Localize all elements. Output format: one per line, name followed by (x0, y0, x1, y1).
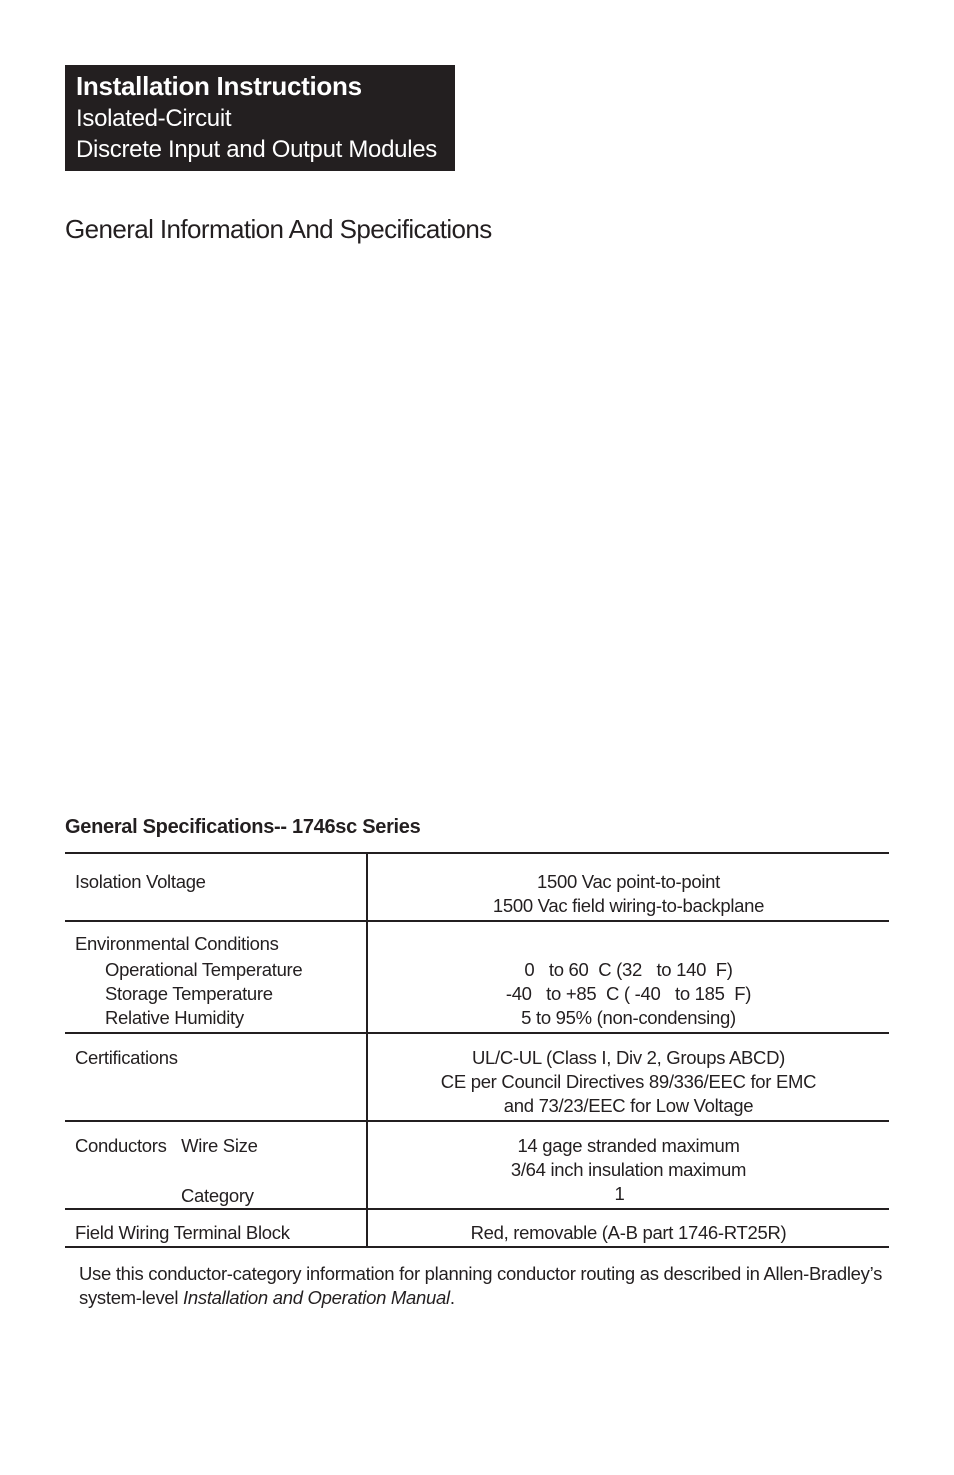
table-row-environmental (65, 921, 889, 1033)
table-row-conductors (65, 1121, 889, 1209)
document-title: Installation Instructions (76, 71, 362, 101)
value-storage-temperature: -40 to +85 C ( -40 to 185 F) (505, 983, 752, 1004)
manual-title: Installation and Operation Manual (183, 1287, 450, 1308)
table-row-certifications (65, 1033, 889, 1121)
label-storage-temperature: Storage Temperature (105, 983, 273, 1004)
value-ce-emc: CE per Council Directives 89/336/EEC for EMC (440, 1071, 817, 1092)
label-terminal-block: Field Wiring Terminal Block (75, 1222, 290, 1243)
value-wire-gage: 14 gage stranded maximum (517, 1135, 740, 1156)
value-terminal-block: Red, removable (A-B part 1746-RT25R) (470, 1222, 787, 1243)
row-label (65, 853, 367, 921)
label-operational-temperature: Operational Temperature (105, 959, 303, 980)
row-value (367, 921, 889, 1033)
value-ce-low-voltage: and 73/23/EEC for Low Voltage (503, 1095, 754, 1116)
value-relative-humidity: 5 to 95% (non-condensing) (521, 1007, 736, 1028)
row-value (367, 1121, 889, 1209)
document-subtitle-line2: Discrete Input and Output Modules (76, 136, 437, 163)
row-value (367, 853, 889, 921)
label-certifications: Certifications (75, 1047, 178, 1068)
value-operational-temperature: 0 to 60 C (32 to 140 F) (524, 959, 733, 980)
value-ul-cul: UL/C-UL (Class I, Div 2, Groups ABCD) (471, 1047, 786, 1068)
row-label (65, 1209, 367, 1247)
label-category: Category (181, 1185, 254, 1206)
value-field-to-backplane: 1500 Vac field wiring-to-backplane (492, 895, 765, 916)
value-category: 1 (614, 1183, 625, 1204)
table-caption: General Specifications-- 1746sc Series (65, 816, 421, 838)
row-label (65, 921, 367, 1033)
row-value (367, 1209, 889, 1247)
row-label (65, 1033, 367, 1121)
value-insulation: 3/64 inch insulation maximum (510, 1159, 747, 1180)
table-row-isolation-voltage (65, 853, 889, 921)
label-relative-humidity: Relative Humidity (105, 1007, 244, 1028)
value-point-to-point: 1500 Vac point-to-point (536, 871, 721, 892)
row-label (65, 1121, 367, 1209)
section-heading: General Information And Specifications (65, 214, 492, 244)
note-end: . (449, 1287, 455, 1308)
label-isolation-voltage: Isolation Voltage (75, 871, 206, 892)
specifications-table (65, 852, 889, 1248)
document-subtitle-line1: Isolated-Circuit (76, 105, 232, 132)
note-text: Use this conductor-category information for planning conductor routing as described in Allen-Bradley’s system-level (79, 1263, 883, 1308)
conductor-routing-note (79, 1262, 899, 1310)
label-environmental-conditions: Environmental Conditions (75, 933, 279, 954)
table-row-terminal-block (65, 1209, 889, 1247)
label-conductors-wire-size: Conductors Wire Size (75, 1135, 258, 1156)
row-value (367, 1033, 889, 1121)
title-box (65, 65, 455, 171)
